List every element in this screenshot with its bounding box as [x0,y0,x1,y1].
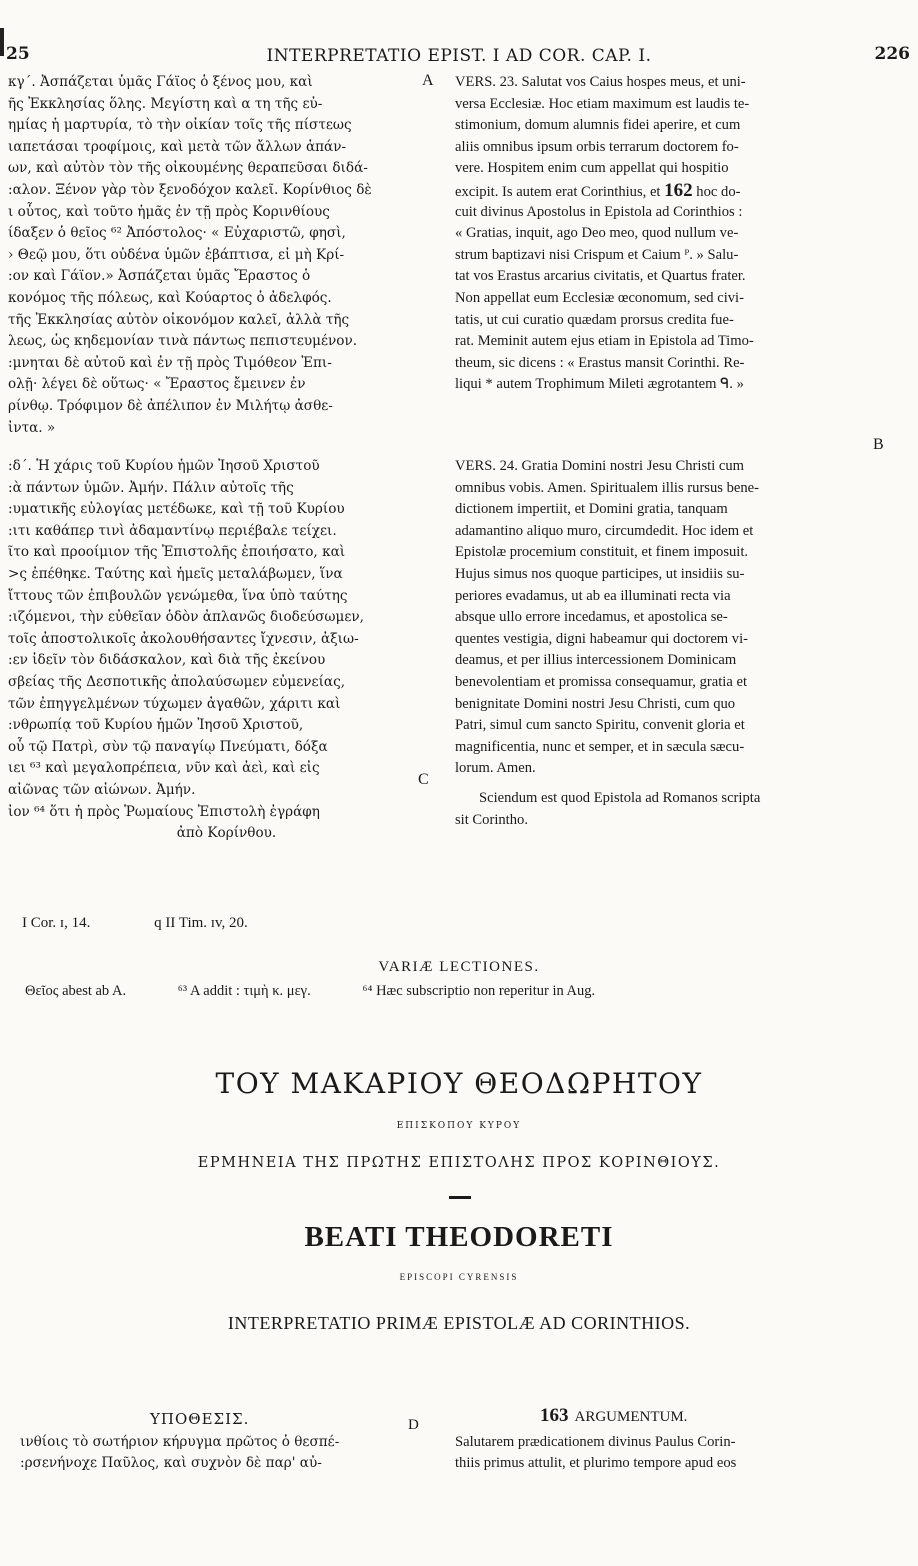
greek-subtitle: ΕΠΙΣΚΟΠΟΥ ΚΥΡΟΥ [396,1121,522,1131]
latin-subtitle: EPISCOPI CYRENSIS [399,1272,519,1282]
latin-column [455,72,850,831]
greek-line: κονόμος τῆς πόλεως, καὶ Κούαρτος ὁ ἀδελφός. [8,289,332,306]
greek-line: :ιζόμενοι, τὴν εὐθεῖαν ὁδὸν ἀπλανῶς διοδεύσωμεν, [8,609,364,626]
latin-line: benevolentiam et promissa consequamur, gratia et [455,674,748,691]
margin-letter-d: D [408,1417,419,1433]
latin-line: Sciendum est quod Epistola ad Romanos scripta [479,790,761,806]
margin-letter-b: B [873,436,884,453]
greek-line: ἀπὸ Κορίνθου. [176,825,277,842]
greek-line: κγ΄. Ἀσπάζεται ὑμᾶς Γάϊος ὁ ξένος μου, καὶ [8,74,313,90]
greek-line: ιει ⁶³ καὶ μεγαλοπρέπεια, νῦν καὶ ἀεὶ, καὶ εἰς [8,760,320,777]
latin-section-label: ARGUMENTUM. [574,1409,688,1425]
latin-work-title: INTERPRETATIO PRIMÆ EPISTOLÆ AD CORINTHIOS. [227,1313,691,1333]
greek-line: ολῇ· λέγει δὲ οὕτως· « Ἔραστος ἔμεινεν ἐν [8,376,306,393]
greek-line: :αλον. Ξένον γὰρ τὸν ξενοδόχον καλεῖ. Κορίνθιος δὲ [8,181,372,198]
variae-lectiones [25,983,643,1000]
latin-line: stimonium, domum alumnis fidei aperire, et cum [455,117,741,134]
latin-line: theum, sic dicens : « Erastus mansit Corinthi. Re- [455,354,745,371]
latin-line: aliis omnibus ipsum orbis terrarum doctorem fo- [455,138,739,155]
title-divider [449,1196,471,1199]
latin-line: dictionem impertiit, et Domini gratia, tanquam [455,501,728,518]
greek-line: >ς ἐπέθηκε. Ταύτης καὶ ἡμεῖς μεταλάβωμεν, ἵνα [8,566,343,583]
latin-line: deamus, et per illius intercessionem Dominicam [455,652,737,669]
latin-line: liqui * autem Trophimum Mileti ægrotantem ᑫ. » [455,376,744,393]
paragraph-gap [455,439,850,456]
variant-reading: ⁶⁴ Hæc subscriptio non reperitur in Aug. [362,983,596,999]
greek-line: :ον καὶ Γάϊον.» Ἀσπάζεται ὑμᾶς Ἔραστος ὁ [8,268,311,285]
column-number: 163 [540,1405,569,1426]
greek-line: τοῖς ἀποστολικοῖς ἀκολουθήσαντες ἴχνεσιν, ἀξιω- [8,630,359,647]
latin-line: lorum. Amen. [455,760,536,777]
latin-line: magnificentia, nunc et semper, et in sæcula sæcu- [455,738,745,755]
latin-line-text: excipit. Is autem erat Corinthius, et [455,183,661,200]
blank-line [455,418,850,440]
greek-column [8,72,415,845]
latin-line: periores evadamus, ut ab ea illuminati recta via [455,587,731,604]
latin-line: tatis, ut cui curatio quædam prorsus credita fue- [455,311,734,328]
latin-line: « Gratias, inquit, ago Deo meo, quod nullum ve- [455,225,739,242]
latin-line: vere. Hospitem enim cum appellat qui hospitio [455,160,729,177]
greek-line: ἴττους τῶν ἐπιβουλῶν γενώμεθα, ἵνα ὑπὸ ταύτης [8,587,348,604]
greek-line: ιαπετάσαι τροφίμοις, καὶ μετὰ τῶν ἄλλων ἁπάν- [8,138,347,155]
latin-line: Hujus simus nos quoque participes, ut insidiis su- [455,566,745,583]
greek-line: σβείας τῆς Δεσποτικῆς ἀπολαύσωμεν εὐμενείας, [8,674,346,691]
header-left-number: 25 [6,44,30,64]
greek-line: ινθίοις τὸ σωτήριον κήρυγμα πρῶτος ὁ θεσπέ- [20,1434,340,1450]
latin-line-tail: hoc do- [696,183,741,200]
variant-reading: Θεῖος abest ab A. [25,983,127,999]
latin-line: Non appellat eum Ecclesiæ œconomum, sed civi- [455,289,744,306]
latin-line: adamantino aliquo muro, circumdedit. Hoc idem et [455,522,754,539]
greek-line: τῆς Ἐκκλησίας αὐτὸν οἰκονόμον καλεῖ, ἀλλὰ τῆς [8,311,350,328]
greek-line: λεως, ὡς κηδεμονίαν τινὰ πάντως πεπιστευμένον. [8,333,358,350]
latin-line: omnibus vobis. Amen. Spiritualem illis rursus bene- [455,479,760,496]
latin-line [455,180,850,202]
margin-letter-c: C [418,771,429,788]
greek-line: τῶν ἐπηγγελμένων τύχωμεν ἀγαθῶν, χάριτι καὶ [8,695,341,712]
greek-line: αἰῶνας τῶν αἰώνων. Ἀμήν. [8,782,196,798]
greek-line: :ιτι καθάπερ τινὶ ἀδαμαντίνῳ περιέβαλε τείχει. [8,522,337,539]
greek-line: ἰντα. » [8,419,56,436]
greek-line: ῖτο καὶ προοίμιον τῆς Ἐπιστολῆς ἐποιήσατο, καὶ [8,544,346,561]
greek-section-heading: ΥΠΟΘΕΣΙΣ. [150,1410,250,1428]
latin-line: strum baptizavi nisi Crispum et Caium ᴾ. » Salu- [455,246,739,263]
greek-line: :μνηται δὲ αὐτοῦ καὶ ἐν τῇ πρὸς Τιμόθεον Ἐπι- [8,354,332,371]
greek-line: ρίνθῳ. Τρόφιμον δὲ ἀπέλιπον ἐν Μιλήτῳ ἀσθε- [8,397,333,414]
latin-line: sit Corintho. [455,811,528,828]
greek-line: ῆς Ἐκκλησίας ὅλης. Μεγίστη καὶ α τη τῆς εὐ- [8,95,323,112]
greek-line: ημίας ἡ μαρτυρία, τὸ τὴν οἰκίαν τοῖς τῆς πίστεως [8,117,352,134]
margin-letter-a: A [422,72,434,89]
greek-line: ων, καὶ αὐτὸν τὸν τῆς οἰκουμένης θεραπεῦσαι διδά- [8,160,368,177]
paragraph-gap [8,439,415,456]
paragraph-gap [455,780,850,788]
header-title: INTERPRETATIO EPIST. I AD COR. CAP. I. [266,46,652,66]
greek-line: οὗ τῷ Πατρὶ, σὺν τῷ παναγίῳ Πνεύματι, δόξα [8,738,328,755]
greek-line: › Θεῷ μου, ὅτι οὐδένα ὑμῶν ἐβάπτισα, εἰ μὴ Κρί- [8,246,345,263]
header-page-number: 226 [874,44,910,64]
latin-section-heading [540,1405,687,1427]
latin-title: BEATI THEODORETI [304,1221,614,1253]
greek-line: :εν ἰδεῖν τὸν διδάσκαλον, καὶ διὰ τῆς ἐκείνου [8,652,326,669]
latin-argument-text [455,1432,736,1474]
column-number: 162 [664,179,693,201]
latin-line: VERS. 24. Gratia Domini nostri Jesu Christi cum [455,458,745,475]
blank-line [455,396,850,418]
scripture-ref: q II Tim. ɪv, 20. [154,915,248,931]
latin-line: tat vos Erastus arcarius civitatis, et Quartus frater. [455,268,746,285]
scripture-references [22,915,308,932]
variae-lectiones-heading: VARIÆ LECTIONES. [378,959,540,975]
latin-line: cuit divinus Apostolus in Epistola ad Corinthios : [455,203,743,220]
latin-line: VERS. 23. Salutat vos Caius hospes meus, et uni- [455,74,746,90]
greek-line: :ὰ πάντων ὑμῶν. Ἀμήν. Πάλιν αὐτοῖς τῆς [8,479,294,496]
greek-line: ἰον ⁶⁴ ὅτι ἡ πρὸς Ῥωμαίους Ἐπιστολὴ ἐγράφη [8,803,320,820]
latin-line: Epistolæ procemium constituit, et finem imposuit. [455,544,749,561]
greek-work-title: ΕΡΜΗΝΕΙΑ ΤΗΣ ΠΡΩΤΗΣ ΕΠΙΣΤΟΛΗΣ ΠΡΟΣ ΚΟΡΙΝΘΙΟΥΣ. [197,1155,721,1171]
latin-line: versa Ecclesiæ. Hoc etiam maximum est laudis te- [455,95,750,112]
latin-line: benignitate Domini nostri Jesu Christi, cum quo [455,695,736,712]
greek-line: ίδαξεν ὁ θεῖος ⁶² Ἀπόστολος· « Εὐχαριστῶ, φησὶ, [8,225,346,242]
latin-line: rat. Meminit autem ejus etiam in Epistola ad Timo- [455,333,754,350]
variant-reading: ⁶³ A addit : τιμὴ κ. μεγ. [177,983,311,999]
greek-title: ΤΟΥ ΜΑΚΑΡΙΟΥ ΘΕΟΔΩΡΗΤΟΥ [215,1067,703,1100]
greek-line: :υματικῆς εὐλογίας μετέδωκε, καὶ τῇ τοῦ Κυρίου [8,501,345,518]
greek-line: ι οὗτος, καὶ τοῦτο ἡμᾶς ἐν τῇ πρὸς Κορινθίους [8,203,330,220]
greek-line: :νθρωπίᾳ τοῦ Κυρίου ἡμῶν Ἰησοῦ Χριστοῦ, [8,717,304,734]
greek-argument-text [20,1432,339,1474]
latin-line: quentes vestigia, digni habeamur qui doctorem vi- [455,630,749,647]
running-header [0,44,918,70]
greek-line: :ρσενήνοχε Παῦλος, καὶ συχνὸν δὲ παρ' αὐ- [20,1455,322,1471]
greek-line: :δ΄. Ἡ χάρις τοῦ Κυρίου ἡμῶν Ἰησοῦ Χριστοῦ [8,458,320,475]
latin-line: thiis primus attulit, et plurimo tempore apud eos [455,1455,737,1471]
scripture-ref: I Cor. ɪ, 14. [22,915,91,931]
latin-line: Patri, simul cum sancto Spiritu, convenit gloria et [455,717,745,734]
latin-line: Salutarem prædicationem divinus Paulus Corin- [455,1434,736,1450]
latin-line: absque ullo errore incedamus, et apostolica se- [455,609,728,626]
